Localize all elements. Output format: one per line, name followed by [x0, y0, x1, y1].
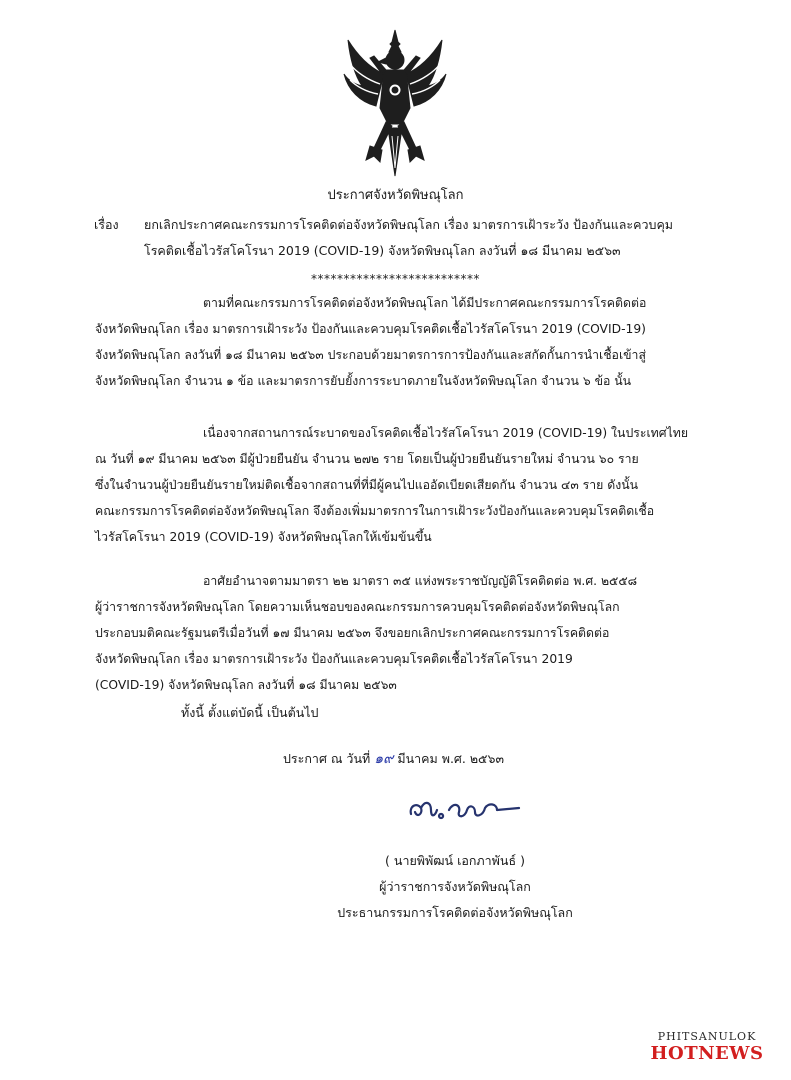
paragraph-line: เนื่องจากสถานการณ์ระบาดของโรคติดเชื้อไวรัสโคโรนา 2019 (COVID-19) ในประเทศไทย [203, 426, 689, 440]
subject-line-1: ยกเลิกประกาศคณะกรรมการโรคติดต่อจังหวัดพิษณุโลก เรื่อง มาตรการเฝ้าระวัง ป้องกันและควบคุม [144, 217, 674, 232]
watermark-line-2: HOTNEWS [650, 1043, 764, 1064]
page-title: ประกาศจังหวัดพิษณุโลก [327, 188, 464, 203]
paragraph-line: จังหวัดพิษณุโลก จำนวน ๑ ข้อ และมาตรการยับยั้งการระบาดภายในจังหวัดพิษณุโลก จำนวน ๖ ข้อ นั้น [95, 374, 632, 388]
signatory-position-chair: ประธานกรรมการโรคติดต่อจังหวัดพิษณุโลก [337, 905, 573, 920]
watermark-logo [647, 1030, 767, 1064]
effective-line: ทั้งนี้ ตั้งแต่บัดนี้ เป็นต้นไป [181, 705, 319, 720]
garuda-emblem-icon [340, 28, 450, 178]
paragraph-line: ซึ่งในจำนวนผู้ป่วยยืนยันรายใหม่ติดเชื้อจากสถานที่ที่มีผู้คนไปแออัดเบียดเสียดกัน จำนวน ๔๓ ราย ดังนั้น [95, 478, 639, 492]
announce-day: ๑๙ [374, 751, 394, 767]
announce-suffix: มีนาคม พ.ศ. ๒๕๖๓ [397, 751, 504, 766]
paragraph-line: (COVID-19) จังหวัดพิษณุโลก ลงวันที่ ๑๘ มีนาคม ๒๕๖๓ [95, 678, 397, 692]
signatory-name: ( นายพิพัฒน์ เอกภาพันธ์ ) [385, 853, 525, 868]
paragraph-line: จังหวัดพิษณุโลก เรื่อง มาตรการเฝ้าระวัง ป้องกันและควบคุมโรคติดเชื้อไวรัสโคโรนา 2019 (COVID-19) [95, 322, 646, 336]
subject-line-2: โรคติดเชื้อไวรัสโคโรนา 2019 (COVID-19) จังหวัดพิษณุโลก ลงวันที่ ๑๘ มีนาคม ๒๕๖๓ [144, 243, 621, 258]
paragraph-line: ผู้ว่าราชการจังหวัดพิษณุโลก โดยความเห็นชอบของคณะกรรมการควบคุมโรคติดต่อจังหวัดพิษณุโลก [95, 600, 620, 614]
paragraph-line: ตามที่คณะกรรมการโรคติดต่อจังหวัดพิษณุโลก ได้มีประกาศคณะกรรมการโรคติดต่อ [203, 296, 647, 310]
paragraph-line: อาศัยอำนาจตามมาตรา ๒๒ มาตรา ๓๕ แห่งพระราชบัญญัติโรคติดต่อ พ.ศ. ๒๕๕๘ [203, 574, 638, 588]
paragraph-effective [95, 700, 715, 726]
paragraph-line: จังหวัดพิษณุโลก เรื่อง มาตรการเฝ้าระวัง ป้องกันและควบคุมโรคติดเชื้อไวรัสโคโรนา 2019 [95, 652, 573, 666]
announce-prefix: ประกาศ ณ วันที่ [283, 751, 371, 766]
handwritten-signature [405, 788, 525, 828]
paragraph-situation [95, 420, 715, 550]
signatory-block [320, 848, 590, 926]
separator: ************************** [311, 272, 480, 286]
paragraph-line: ไวรัสโคโรนา 2019 (COVID-19) จังหวัดพิษณุโลกให้เข้มข้นขึ้น [95, 530, 432, 544]
paragraph-line: คณะกรรมการโรคติดต่อจังหวัดพิษณุโลก จึงต้องเพิ่มมาตรการในการเฝ้าระวังป้องกันและควบคุมโรคติดเชื้อ [95, 504, 655, 518]
watermark-line-1: PHITSANULOK [657, 1030, 757, 1043]
announce-date [283, 748, 504, 770]
subject-label: เรื่อง [94, 217, 119, 232]
signatory-position-governor: ผู้ว่าราชการจังหวัดพิษณุโลก [379, 879, 531, 894]
paragraph-line: จังหวัดพิษณุโลก ลงวันที่ ๑๘ มีนาคม ๒๕๖๓ ประกอบด้วยมาตรการการป้องกันและสกัดกั้นการนำเชื้อเข้าสู่ [95, 348, 646, 362]
paragraph-background [95, 290, 715, 394]
paragraph-line: ประกอบมติคณะรัฐมนตรีเมื่อวันที่ ๑๗ มีนาคม ๒๕๖๓ จึงขอยกเลิกประกาศคณะกรรมการโรคติดต่อ [95, 626, 610, 640]
paragraph-authority [95, 568, 715, 698]
paragraph-line: ณ วันที่ ๑๙ มีนาคม ๒๕๖๓ มีผู้ป่วยยืนยัน จำนวน ๒๗๒ ราย โดยเป็นผู้ป่วยยืนยันรายใหม่ จำนวน ๖๐ ราย [95, 452, 639, 466]
